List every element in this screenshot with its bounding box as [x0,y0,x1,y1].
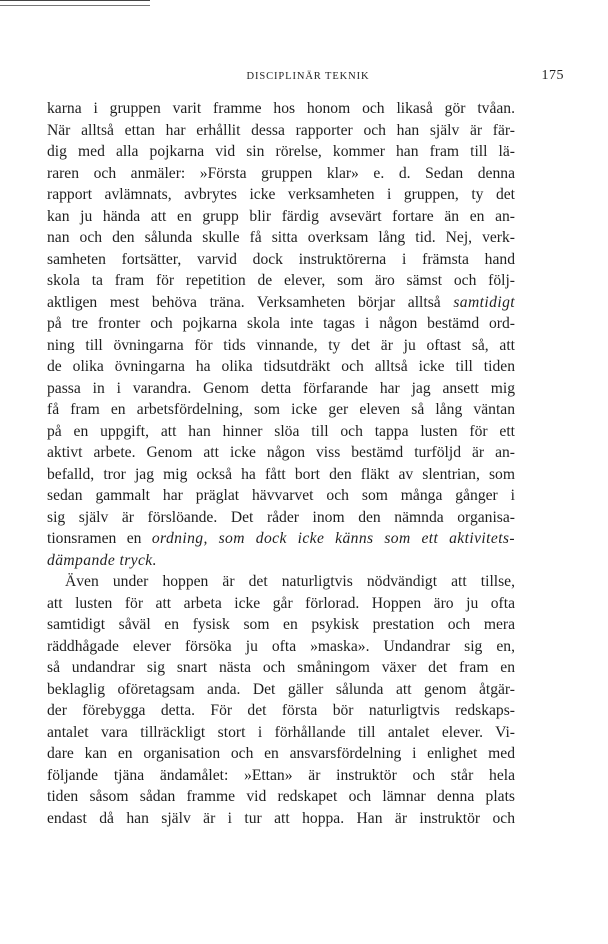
text-segment: beklaglig oföretagsam anda. Det gäller sålunda att genom åtgär- [47,680,515,698]
text-segment: räddhågade elever försöka ju ofta »maska». Undandrar sig en, [47,637,515,655]
text-segment: karna i gruppen varit framme hos honom och likaså gör tvåan. [47,100,515,117]
text-line [47,700,515,722]
text-line [47,313,515,335]
text-segment: dare kan en organisation och en ansvarsfördelning i enlighet med [47,745,515,762]
text-segment: få fram en arbetsfördelning, som icke ger eleven så lång väntan [47,401,515,418]
text-segment: der förebygga detta. För det första bör naturligtvis redskaps- [47,702,515,719]
text-segment: samtidigt såväl en fysisk som en psykisk prestation och mera [47,616,515,633]
text-segment: kan ju hända att en grupp blir färdig avsevärt fortare än en an- [47,207,515,225]
text-segment: de olika övningarna ha olika tidsutdräkt och alltså icke till tiden [47,358,515,375]
text-segment: tiden såsom sådan framme vid redskapet och lämnar denna plats [47,788,515,805]
text-line [47,120,515,142]
text-line [47,184,515,206]
text-line [47,528,515,550]
text-line [47,550,515,572]
text-line [47,356,515,378]
text-segment: Även under hoppen är det naturligtvis nödvändigt att tillse, [65,573,515,590]
text-segment: följande tjäna ändamålet: »Ettan» är instruktör och står hela [47,766,515,784]
text-line [47,507,515,529]
text-line [47,636,515,658]
text-segment: så undandrar sig snart nästa och småningom växer det fram en [47,659,515,676]
text-line [47,593,515,615]
text-line [47,786,515,808]
text-segment: antalet vara tillräckligt stort i förhållande till antalet elever. Vi- [47,723,515,741]
text-line [47,442,515,464]
text-segment: sig själv är förslöande. Det råder inom den nämnda organisa- [47,508,515,526]
emphasized-text: samtidigt [453,293,515,311]
text-segment: nan och den sålunda skulle få sitta overksam lång tid. Nej, verk- [47,229,515,246]
text-line [47,464,515,486]
text-line [47,614,515,636]
running-header [48,69,568,85]
text-line [47,485,515,507]
emphasized-text: dämpande tryck. [47,551,157,569]
text-line [47,399,515,421]
text-line [47,743,515,765]
text-segment: på en uppgift, att han hinner slöa till och tappa lusten för ett [47,422,515,440]
text-line [47,722,515,744]
paragraph [47,98,515,571]
text-segment: passa in i varandra. Genom detta förfarande har jag ansett mig [47,379,515,397]
text-line [47,765,515,787]
text-segment: dig med alla pojkarna vid sin rörelse, kommer han fram till lä- [47,143,515,160]
text-line [47,249,515,271]
text-line [47,571,515,593]
text-line [47,141,515,163]
text-line [47,292,515,314]
text-segment: samheten fortsätter, varvid dock instruktörerna i främsta hand [47,250,515,268]
text-segment: raren och anmäler: »Första gruppen klar» e. d. Sedan denna [47,164,515,182]
text-segment: tionsramen en [47,530,152,547]
text-segment: rapport avlämnats, avbrytes icke verksamheten i gruppen, ty det [47,186,515,203]
text-segment: att lusten för att arbeta icke går förlorad. Hoppen äro ju ofta [47,594,515,612]
text-segment: befalld, tror jag mig också ha fått bort den fläkt av slentrian, som [47,465,515,483]
text-line [47,378,515,400]
text-line [47,657,515,679]
text-line [47,98,515,120]
text-segment: skola ta fram för repetition de elever, som äro sämst och följ- [47,272,515,289]
text-segment: ning till övningarna för tids vinnande, ty det är ju oftast så, att [47,336,515,354]
text-line [47,421,515,443]
text-line [47,808,515,830]
emphasized-text: ordning, som dock icke känns som ett aktivitets- [151,530,515,547]
text-segment: aktligen mest behöva träna. Verksamheten börjar alltså [47,293,454,311]
text-segment: på tre fronter och pojkarna skola inte tagas i någon bestämd ord- [47,315,515,332]
text-line [47,270,515,292]
text-segment: När alltså ettan har erhållit dessa rapporter och han själv är fär- [47,121,515,139]
text-line [47,679,515,701]
page-number: 175 [541,68,564,83]
body-text [47,98,515,829]
text-segment: sedan gammalt har präglat hävvarvet och som många gånger i [47,487,515,504]
scan-border-mark [0,0,150,6]
running-title: DISCIPLINÄR TEKNIK [246,71,370,82]
text-line [47,163,515,185]
text-segment: endast då han själv är i tur att hoppa. Han är instruktör och [47,809,515,827]
text-segment: aktivt arbete. Genom att icke någon viss bestämd turföljd är an- [47,444,515,461]
text-line [47,335,515,357]
paragraph [47,571,515,829]
text-line [47,227,515,249]
text-line [47,206,515,228]
